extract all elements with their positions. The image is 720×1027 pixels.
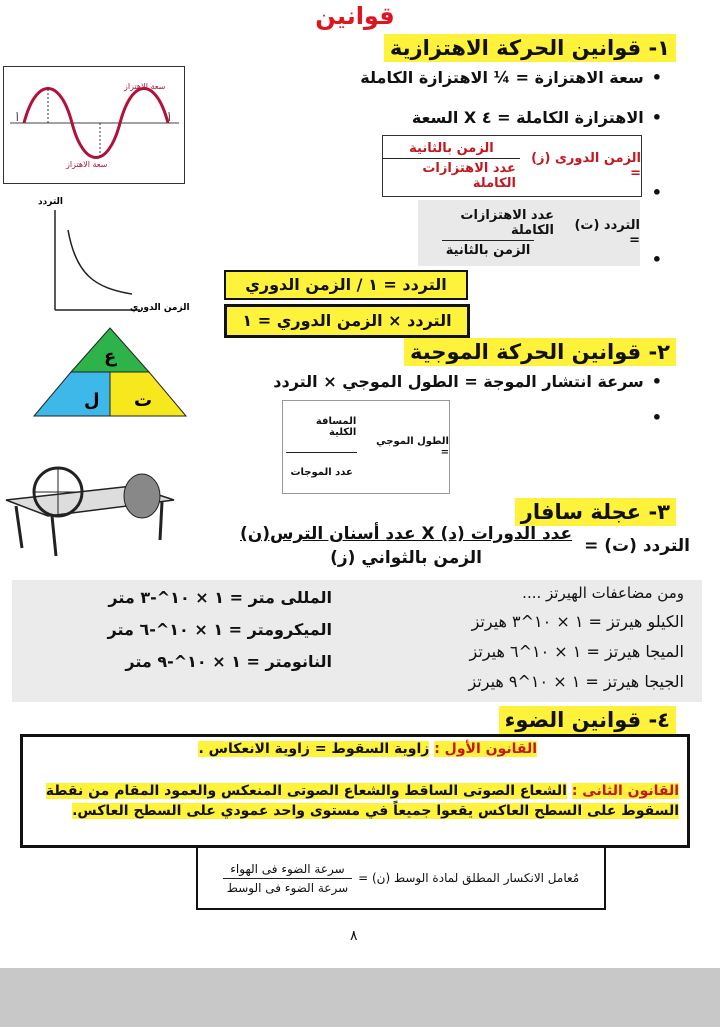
wave-svg bbox=[4, 67, 184, 183]
law2 bbox=[31, 781, 679, 821]
law2-text: الشعاع الصوتى الساقط والشعاع الصوتى المنعكس والعمود المقام من نقطة السقوط على السطح العاكس يقعوا جميعاً في مستوى واحد عمودي على السطح العاكس. bbox=[45, 783, 679, 819]
section2-heading: ٢- قوانين الحركة الموجية bbox=[404, 338, 676, 366]
unit-kilohertz: الكيلو هيرتز = ١ × ١٠^٣ هيرتز bbox=[471, 612, 684, 631]
wave-label-top: سعة الاهتزاز bbox=[124, 82, 166, 91]
graph-x-label: الزمن الدوري bbox=[130, 303, 190, 313]
wheel-leg bbox=[16, 506, 22, 548]
freq-period-graph bbox=[30, 190, 210, 330]
law1-text: زاوية السقوط = زاوية الانعكاس . bbox=[198, 741, 430, 757]
graph-y-label: التردد bbox=[38, 197, 63, 207]
savart-wheel-image bbox=[2, 466, 180, 558]
relation-2: التردد × الزمن الدوري = ١ bbox=[224, 304, 470, 338]
ri-numerator: سرعة الضوء فى الهواء bbox=[230, 861, 345, 876]
gear bbox=[124, 474, 160, 518]
formula-triangle bbox=[32, 326, 188, 418]
wl-denominator: عدد الموجات bbox=[286, 452, 356, 478]
graph-curve bbox=[68, 230, 132, 294]
period-denominator: عدد الاهتزازات الكاملة bbox=[383, 158, 520, 191]
bullet-dot bbox=[644, 250, 662, 269]
period-numerator: الزمن بالثانية bbox=[409, 141, 494, 156]
wl-numerator: المسافة الكلية bbox=[315, 416, 357, 438]
unit-millimeter: المللى متر = ١ × ١٠^-٣ متر bbox=[108, 588, 332, 607]
relation-1: التردد = ١ / الزمن الدوري bbox=[224, 270, 468, 300]
section3-heading: ٣- عجلة سافار bbox=[515, 498, 676, 526]
triangle-right-label: ت bbox=[134, 390, 153, 411]
frequency-formula bbox=[418, 200, 640, 266]
section1-bullet1: • سعة الاهتزازة = ¼ الاهتزازة الكاملة bbox=[360, 68, 662, 87]
freq-numerator: عدد الاهتزازات الكاملة bbox=[460, 208, 554, 238]
unit-megahertz: الميجا هيرتز = ١ × ١٠^٦ هيرتز bbox=[469, 642, 684, 661]
triangle-left-label: ل bbox=[84, 390, 100, 411]
freq-lhs: التردد (ت) = bbox=[574, 218, 640, 248]
unit-nanometer: النانومتر = ١ × ١٠^-٩ متر bbox=[125, 652, 332, 671]
wheel-leg bbox=[52, 516, 56, 556]
wl-lhs: الطول الموجي = bbox=[376, 436, 449, 458]
savart-lhs: التردد (ت) = bbox=[584, 536, 690, 556]
unit-micrometer: الميكرومتر = ١ × ١٠^-٦ متر bbox=[107, 620, 332, 639]
units-panel bbox=[12, 580, 702, 702]
page-number: ٨ bbox=[350, 928, 358, 944]
page-title: قوانين bbox=[315, 2, 395, 30]
section1-bullet2: • الاهتزازة الكاملة = ٤ X السعة bbox=[412, 108, 662, 127]
freq-denominator: الزمن بالثانية bbox=[442, 240, 535, 258]
wheel-leg bbox=[160, 502, 162, 540]
section1-heading: ١- قوانين الحركة الاهتزازية bbox=[384, 34, 676, 62]
bottom-bar bbox=[0, 968, 720, 1027]
triangle-top-label: ع bbox=[104, 346, 117, 367]
wave-mark: أ bbox=[16, 114, 19, 124]
unit-gigahertz: الجيجا هيرتز = ١ × ١٠^٩ هيرتز bbox=[468, 672, 684, 691]
section4-heading: ٤- قوانين الضوء bbox=[499, 706, 676, 734]
savart-numerator: عدد الدورات (د) X عدد أسنان الترس(ن) bbox=[239, 524, 573, 544]
wave-label-bottom: سعة الاهتزاز bbox=[66, 160, 108, 169]
bullet-dot bbox=[644, 408, 662, 427]
law2-label: القانون الثانى : bbox=[571, 783, 679, 799]
savart-equation bbox=[170, 524, 690, 568]
units-right-title: ومن مضاعفات الهيرتز .... bbox=[522, 584, 684, 602]
period-formula bbox=[382, 135, 642, 197]
period-lhs: الزمن الدورى (ز) = bbox=[531, 151, 641, 181]
ri-denominator: سرعة الضوء فى الوسط bbox=[223, 878, 352, 895]
light-laws-box bbox=[20, 734, 690, 848]
wave-diagram bbox=[3, 66, 185, 184]
section2-bullet1: • سرعة انتشار الموجة = الطول الموجي × التردد bbox=[273, 372, 662, 391]
wave-mark: أ bbox=[168, 114, 171, 124]
law1-label: القانون الأول : bbox=[434, 741, 537, 757]
wavelength-formula bbox=[282, 400, 450, 494]
law1 bbox=[198, 741, 537, 757]
refractive-index-formula bbox=[196, 846, 606, 910]
ri-lhs: مُعامل الانكسار المطلق لمادة الوسط (ن) = bbox=[358, 871, 580, 885]
bullet-dot bbox=[644, 183, 662, 202]
savart-denominator: الزمن بالثواني (ز) bbox=[330, 548, 483, 568]
